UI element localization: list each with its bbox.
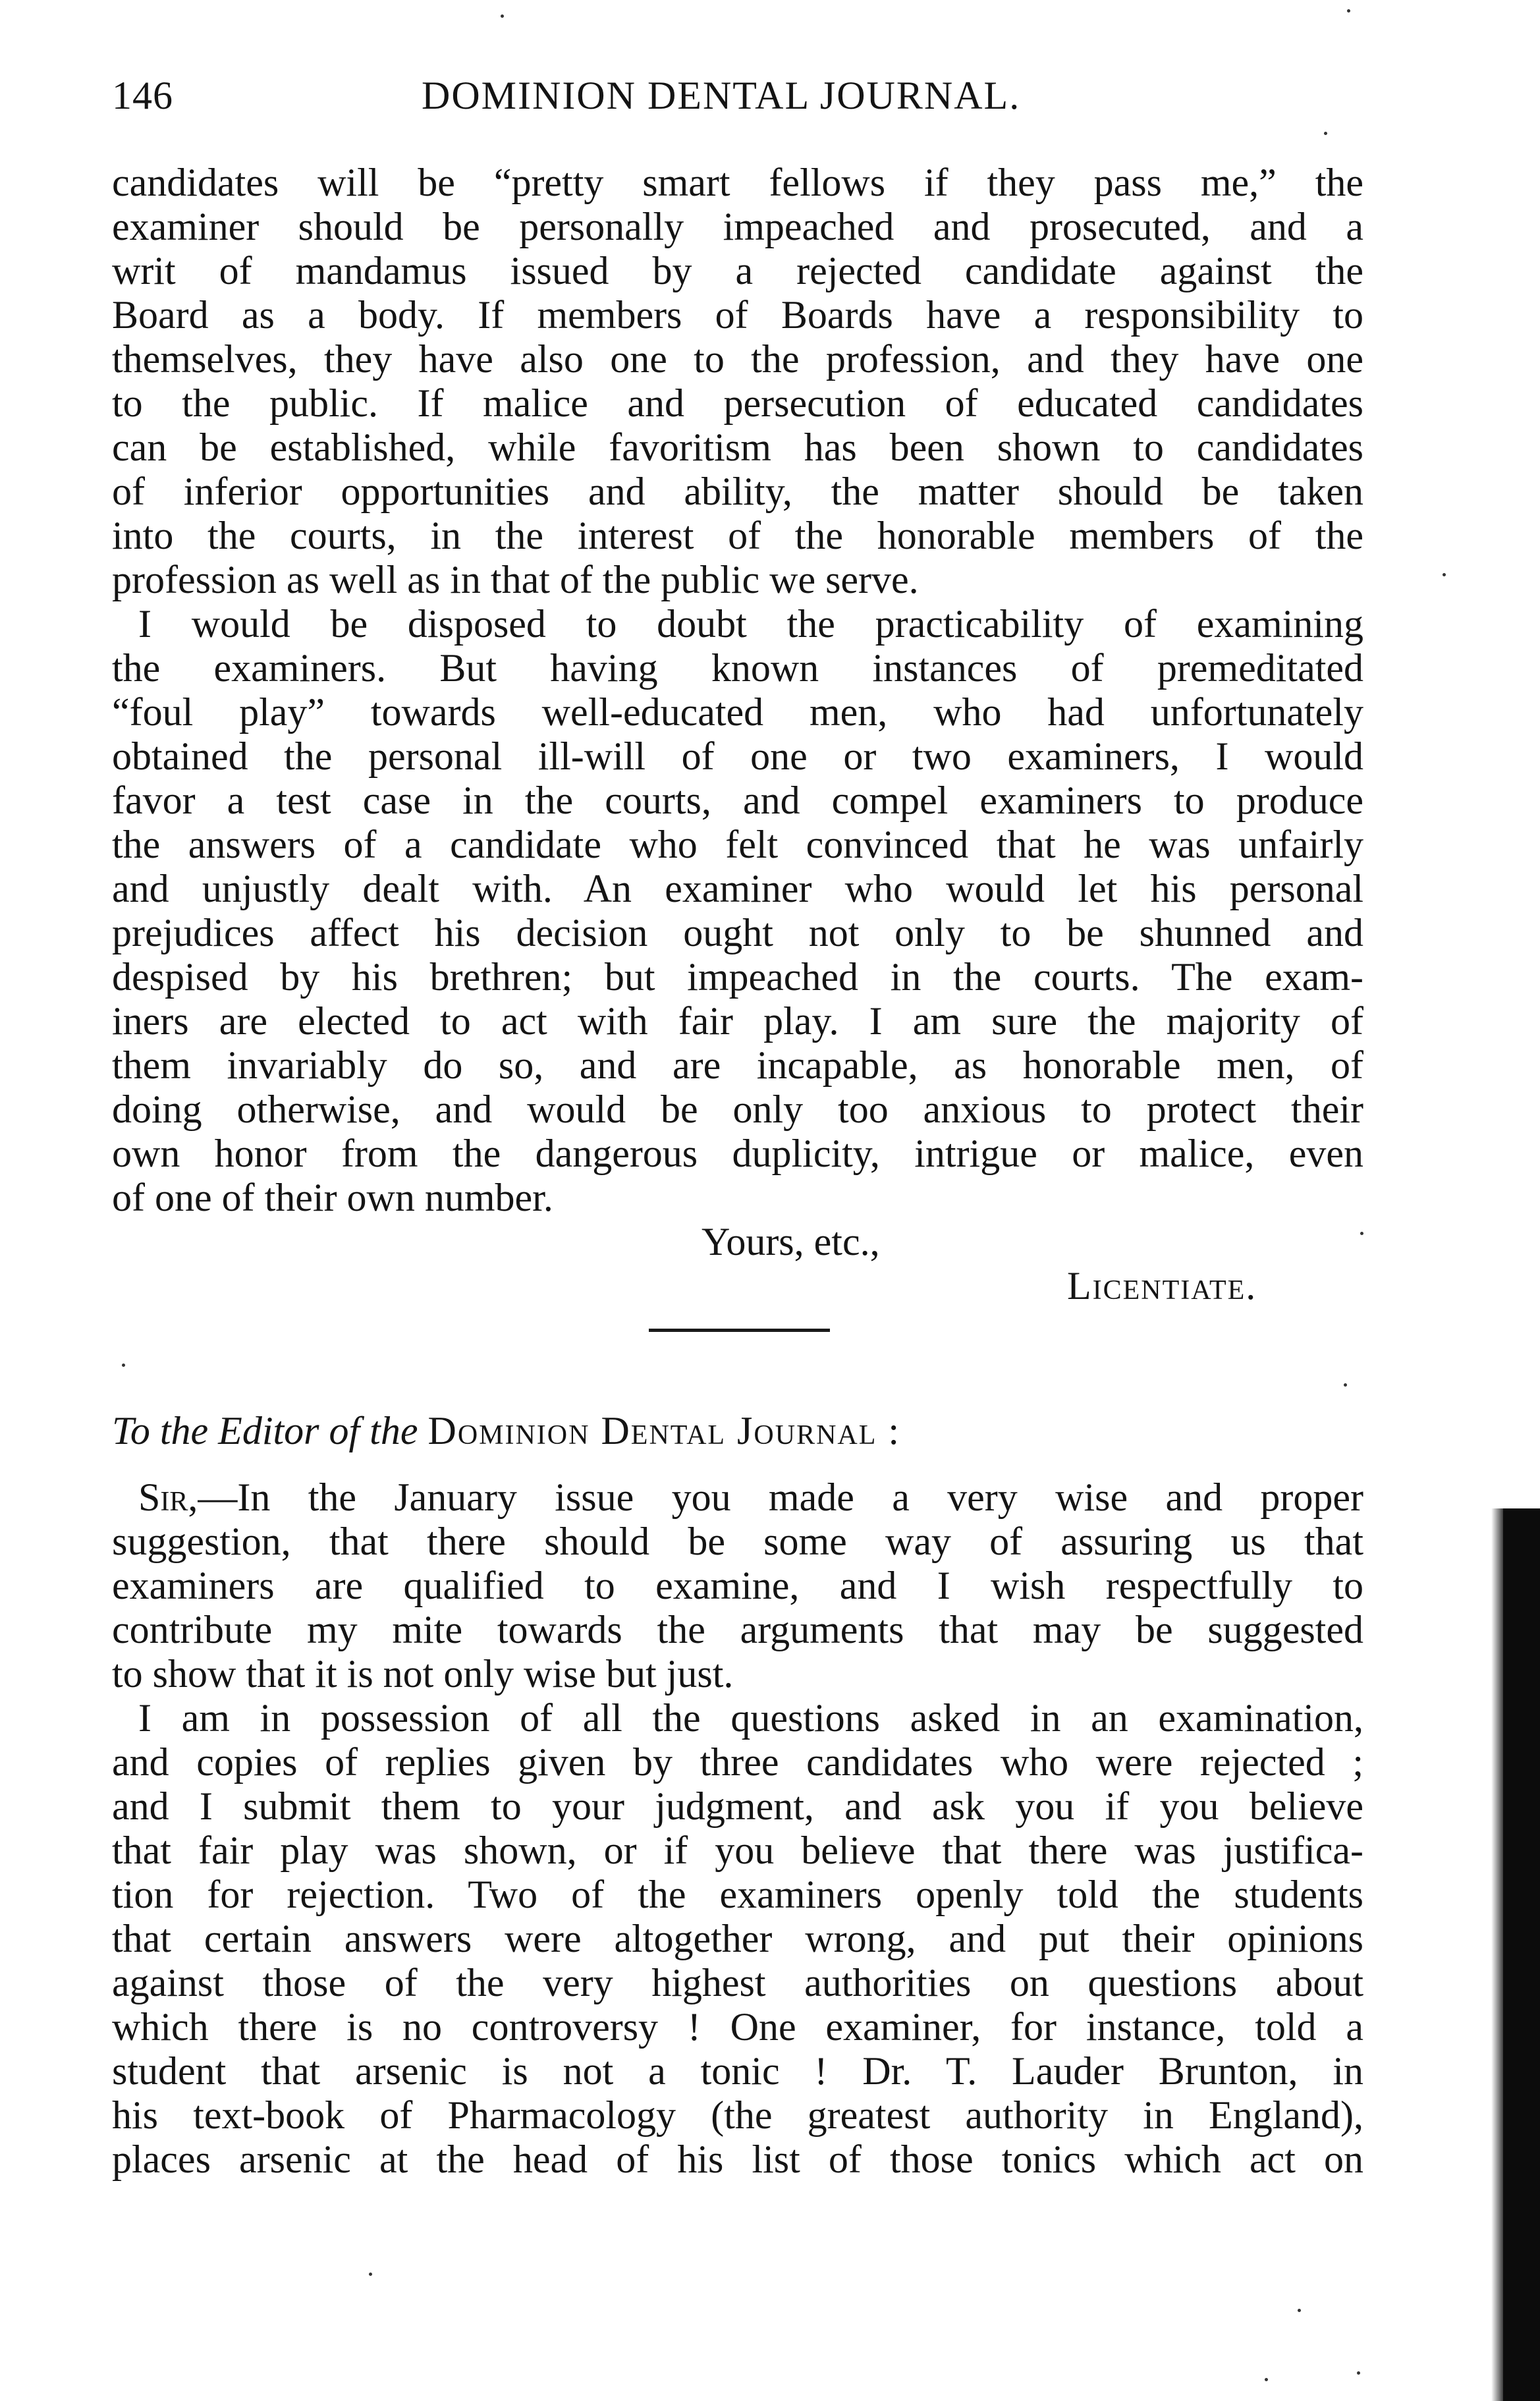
scan-speck	[122, 1364, 125, 1367]
scan-speck	[501, 14, 504, 18]
scan-speck	[1344, 1383, 1347, 1387]
text-line: favor a test case in the courts, and compel examiners to produce	[112, 779, 1363, 822]
text-line: places arsenic at the head of his list of those tonics which act on	[112, 2138, 1363, 2181]
text-line: “foul play” towards well-educated men, who had unfortunately	[112, 690, 1363, 734]
scan-speck	[1324, 132, 1327, 135]
text-line: own honor from the dangerous duplicity, intrigue or malice, even	[112, 1132, 1363, 1175]
text-line: I am in possession of all the questions asked in an examination,	[138, 1696, 1363, 1740]
text-line: contribute my mite towards the arguments that may be suggested	[112, 1608, 1363, 1651]
text-line: suggestion, that there should be some way of assuring us that	[112, 1520, 1363, 1563]
text-line: that certain answers were altogether wrong, and put their opinions	[112, 1917, 1363, 1960]
text-line: obtained the personal ill-will of one or two examiners, I would	[112, 734, 1363, 778]
scan-speck	[369, 2273, 372, 2276]
running-head: DOMINION DENTAL JOURNAL.	[422, 74, 1021, 117]
scan-speck	[1347, 9, 1350, 13]
text-line: tion for rejection. Two of the examiners openly told the students	[112, 1873, 1363, 1916]
text-line: can be established, while favoritism has been shown to candidates	[112, 426, 1363, 469]
text-line: that fair play was shown, or if you believe that there was justifica-	[112, 1829, 1363, 1872]
text-line: his text-book of Pharmacology (the greatest authority in England),	[112, 2093, 1363, 2137]
text-line: the examiners. But having known instances of premeditated	[112, 646, 1363, 690]
scan-speck	[1298, 2309, 1301, 2312]
scan-speck	[1360, 1232, 1363, 1235]
text-line: of one of their own number.	[112, 1176, 553, 1219]
text-line: to show that it is not only wise but just.	[112, 1652, 734, 1696]
text-line: against those of the very highest authorities on questions about	[112, 1961, 1363, 2004]
salutation-sir: Sir,	[138, 1476, 198, 1519]
text-line: despised by his brethren; but impeached in the courts. The exam-	[112, 955, 1363, 999]
text-line: Board as a body. If members of Boards have a responsibility to	[112, 293, 1363, 337]
text-line: candidates will be “pretty smart fellows if they pass me,” the	[112, 161, 1363, 204]
text-line: the answers of a candidate who felt convinced that he was unfairly	[112, 823, 1363, 866]
text-line	[138, 1476, 1363, 1519]
section-divider	[649, 1329, 830, 1332]
text-line: and unjustly dealt with. An examiner who would let his personal	[112, 867, 1363, 910]
page-number: 146	[112, 74, 173, 117]
text-line: prejudices affect his decision ought not only to be shunned and	[112, 911, 1363, 954]
text-line: themselves, they have also one to the profession, and they have one	[112, 337, 1363, 381]
text-line: examiners are qualified to examine, and I wish respectfully to	[112, 1564, 1363, 1607]
text-line: I would be disposed to doubt the practicability of examining	[138, 602, 1363, 646]
text-line: and I submit them to your judgment, and ask you if you believe	[112, 1784, 1363, 1828]
text-line: into the courts, in the interest of the honorable members of the	[112, 514, 1363, 557]
salutation-italic: To the Editor of the	[112, 1409, 418, 1452]
text-line: doing otherwise, and would be only too anxious to protect their	[112, 1088, 1363, 1131]
letter-closing: Yours, etc.,	[701, 1220, 880, 1263]
text-line: and copies of replies given by three candidates who were rejected ;	[112, 1740, 1363, 1784]
text-line: which there is no controversy ! One examiner, for instance, told a	[112, 2005, 1363, 2049]
scan-speck	[1357, 2371, 1360, 2375]
scan-speck	[1265, 2378, 1268, 2381]
scan-speck	[1443, 573, 1446, 576]
text-line: to the public. If malice and persecution of educated candidates	[112, 381, 1363, 425]
page-header	[112, 66, 1363, 125]
text-line: iners are elected to act with fair play. I am sure the majority of	[112, 999, 1363, 1043]
text-line: them invariably do so, and are incapable, as honorable men, of	[112, 1043, 1363, 1087]
text-line: profession as well as in that of the public we serve.	[112, 558, 919, 601]
text-line-rest: —In the January issue you made a very wise and proper	[198, 1476, 1363, 1519]
salutation	[112, 1409, 900, 1452]
salutation-journal: Dominion Dental Journal :	[427, 1409, 901, 1452]
text-line: of inferior opportunities and ability, the matter should be taken	[112, 470, 1363, 513]
text-line: examiner should be personally impeached and prosecuted, and a	[112, 205, 1363, 248]
scan-edge-shadow	[1503, 1508, 1540, 2401]
text-line: writ of mandamus issued by a rejected candidate against the	[112, 249, 1363, 292]
letter-signature: Licentiate.	[1067, 1264, 1257, 1308]
text-line: student that arsenic is not a tonic ! Dr. T. Lauder Brunton, in	[112, 2049, 1363, 2093]
